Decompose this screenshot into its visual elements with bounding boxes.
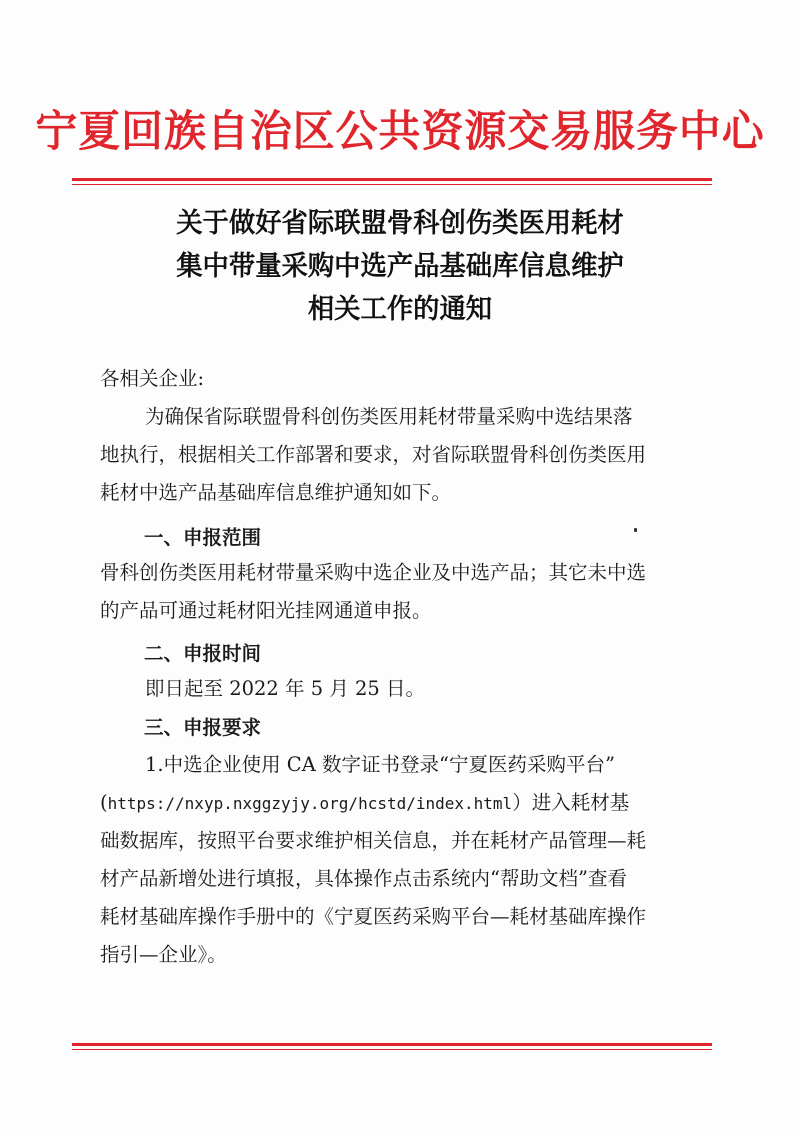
org-header: 宁夏回族自治区公共资源交易服务中心 xyxy=(35,107,765,157)
section-3-line-3: 础数据库，按照平台要求维护相关信息，并在耗材产品管理—耗 xyxy=(100,829,647,852)
url-open-paren: ( xyxy=(100,791,108,814)
footer-rule xyxy=(72,1043,712,1050)
salutation-text: 各相关企业: xyxy=(100,367,205,390)
intro-line-1: 为确保省际联盟骨科创伤类医用耗材带量采购中选结果落 xyxy=(145,405,633,428)
section-3-line-5: 耗材基础库操作手册中的《宁夏医药采购平台—耗材基础库操作 xyxy=(100,905,647,928)
section-3-heading: 三、申报要求 xyxy=(144,716,262,739)
url-close-text: ）进入耗材基 xyxy=(512,791,630,814)
section-3-line-4: 材产品新增处进行填报，具体操作点击系统内“帮助文档”查看 xyxy=(100,867,627,890)
section-3-url-line xyxy=(100,784,629,823)
title-line-1: 关于做好省际联盟骨科创伤类医用耗材 xyxy=(176,208,624,239)
section-1-line-1: 骨科创伤类医用耗材带量采购中选企业及中选产品；其它未中选 xyxy=(100,561,647,584)
title-line-2: 集中带量采购中选产品基础库信息维护 xyxy=(176,251,624,282)
section-1-heading: 一、申报范围 xyxy=(144,526,262,549)
section-3-line-1: 1.中选企业使用 CA 数字证书登录“宁夏医药采购平台” xyxy=(145,753,615,776)
scan-speck xyxy=(634,528,637,532)
section-2-heading: 二、申报时间 xyxy=(144,642,262,665)
section-1-line-2: 的产品可通过耗材阳光挂网通道申报。 xyxy=(100,599,432,622)
intro-line-3: 耗材中选产品基础库信息维护通知如下。 xyxy=(100,481,452,504)
intro-line-2: 地执行，根据相关工作部署和要求，对省际联盟骨科创伤类医用 xyxy=(100,443,647,466)
title-line-3: 相关工作的通知 xyxy=(307,294,493,325)
header-rule xyxy=(72,178,712,185)
section-3-line-6: 指引—企业》。 xyxy=(100,943,227,966)
platform-url: https://nxyp.nxggzyjy.org/hcstd/index.html xyxy=(107,794,513,813)
section-2-line-1: 即日起至 2022 年 5 月 25 日。 xyxy=(145,677,426,700)
salutation xyxy=(100,360,706,398)
document-title xyxy=(0,202,800,331)
